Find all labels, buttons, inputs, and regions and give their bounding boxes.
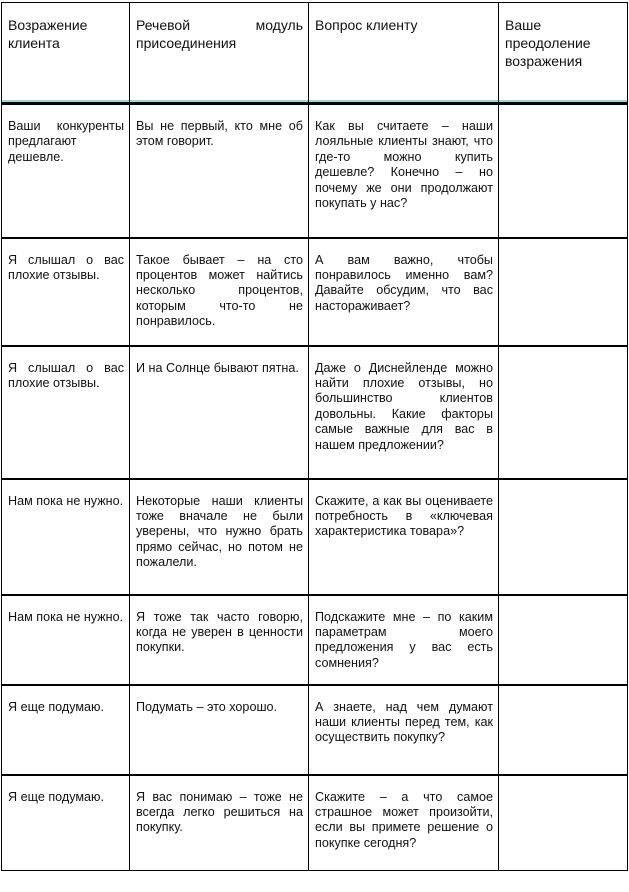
cell-module: И на Солнце бывают пятна.	[130, 346, 309, 479]
cell-question: Скажите, а как вы оцениваете потребность в «ключевая характеристика товара»?	[309, 479, 499, 595]
table-row	[2, 775, 628, 871]
cell-objection: Я слышал о вас плохие отзывы.	[2, 238, 130, 346]
cell-question: А вам важно, чтобы понравилось именно вам? Давайте обсудим, что вас настораживает?	[309, 238, 499, 346]
cell-response[interactable]	[499, 104, 628, 238]
header-speech-module: Речевой модуль присоединения	[130, 3, 309, 104]
cell-response[interactable]	[499, 685, 628, 775]
cell-module: Некоторые наши клиенты тоже вначале не были уверены, что нужно брать прямо сейчас, но потом не пожалели.	[130, 479, 309, 595]
cell-question: Как вы считаете – наши лояльные клиенты знают, что где-то можно купить дешевле? Конечно – но почему же они продолжают покупать у нас?	[309, 104, 499, 238]
table-row	[2, 595, 628, 685]
cell-question: Скажите – а что самое страшное может произойти, если вы примете решение о покупке сегодня?	[309, 775, 499, 871]
cell-module: Я вас понимаю – тоже не всегда легко решиться на покупку.	[130, 775, 309, 871]
objection-handling-table	[1, 2, 628, 871]
header-client-question: Вопрос клиенту	[309, 3, 499, 104]
cell-objection: Я слышал о вас плохие отзывы.	[2, 346, 130, 479]
table-row	[2, 479, 628, 595]
table-row	[2, 104, 628, 238]
header-row	[2, 3, 628, 104]
cell-question: А знаете, над чем думают наши клиенты перед тем, как осуществить покупку?	[309, 685, 499, 775]
header-your-response: Ваше преодоление возражения	[499, 3, 628, 104]
cell-response[interactable]	[499, 238, 628, 346]
cell-objection: Нам пока не нужно.	[2, 595, 130, 685]
cell-question: Подскажите мне – по каким параметрам моего предложения у вас есть сомнения?	[309, 595, 499, 685]
table-row	[2, 346, 628, 479]
cell-objection: Нам пока не нужно.	[2, 479, 130, 595]
table-row	[2, 685, 628, 775]
table-row	[2, 238, 628, 346]
cell-objection: Я еще подумаю.	[2, 685, 130, 775]
cell-module: Подумать – это хорошо.	[130, 685, 309, 775]
cell-question: Даже о Диснейленде можно найти плохие отзывы, но большинство клиентов довольны. Какие факторы самые важные для вас в нашем предложении?	[309, 346, 499, 479]
cell-response[interactable]	[499, 479, 628, 595]
cell-objection: Я еще подумаю.	[2, 775, 130, 871]
cell-module: Я тоже так часто говорю, когда не уверен в ценности покупки.	[130, 595, 309, 685]
cell-response[interactable]	[499, 346, 628, 479]
cell-response[interactable]	[499, 775, 628, 871]
cell-response[interactable]	[499, 595, 628, 685]
cell-module: Такое бывает – на сто процентов может найтись несколько процентов, которым что-то не понравилось.	[130, 238, 309, 346]
cell-objection: Ваши конкуренты предлагают дешевле.	[2, 104, 130, 238]
cell-module: Вы не первый, кто мне об этом говорит.	[130, 104, 309, 238]
header-objection: Возражение клиента	[2, 3, 130, 104]
